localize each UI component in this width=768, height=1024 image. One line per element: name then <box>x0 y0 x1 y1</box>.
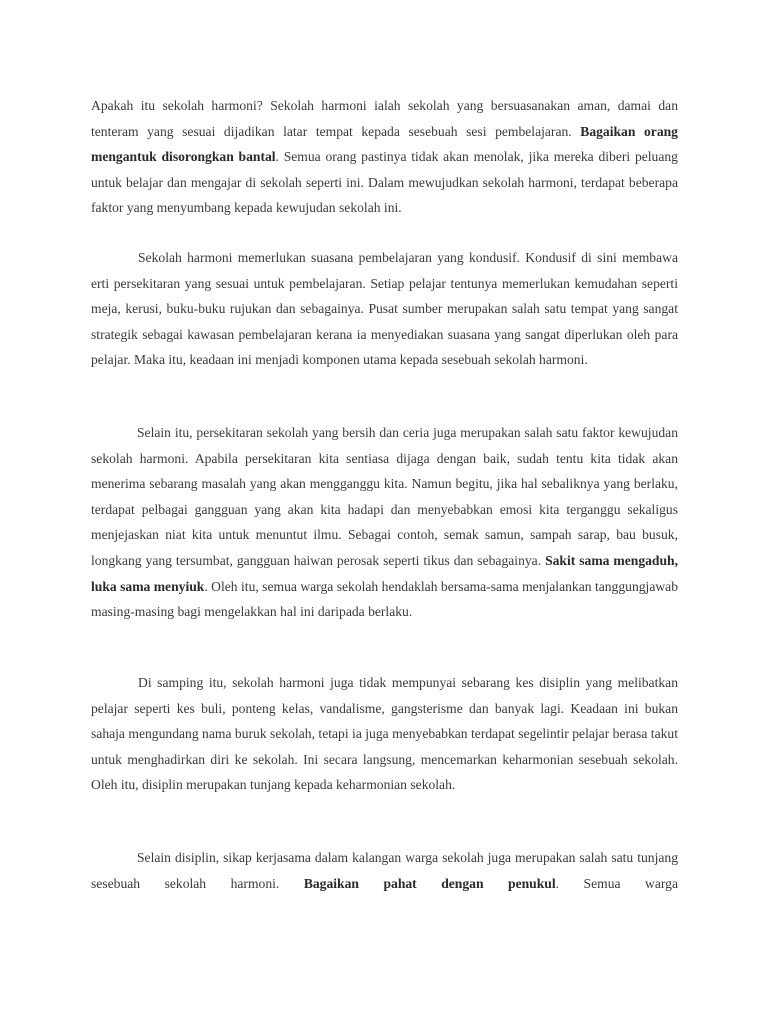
paragraph-5-text-1: Selain disiplin, sikap kerjasama dalam kalangan warga sekolah juga merupakan salah satu tunjang sesebuah sekolah harmoni. <box>91 850 678 891</box>
paragraph-4 <box>91 670 678 798</box>
paragraph-2-text-1: Sekolah harmoni memerlukan suasana pembelajaran yang kondusif. Kondusif di sini membawa erti persekitaran yang sesuai untuk pembelajaran. Setiap pelajar tentunya memerlukan kemudahan seperti meja, kerusi, buku-buku rujukan dan sebagainya. Pusat sumber merupakan salah satu tempat yang sangat strategik sebagai kawasan pembelajaran kerana ia menyediakan suasana yang sangat diperlukan oleh para pelajar. Maka itu, keadaan ini menjadi komponen utama kepada sesebuah sekolah harmoni. <box>91 250 678 368</box>
paragraph-3-text-1: Selain itu, persekitaran sekolah yang bersih dan ceria juga merupakan salah satu faktor kewujudan sekolah harmoni. Apabila persekitaran kita sentiasa dijaga dengan baik, sudah tentu kita tidak akan menerima sebarang masalah yang akan mengganggu kita. Namun begitu, jika hal sebaliknya yang berlaku, terdapat pelbagai gangguan yang akan kita hadapi dan menyebabkan emosi kita terganggu sekaligus menjejaskan niat kita untuk menuntut ilmu. Sebagai contoh, semak samun, sampah sarap, bau busuk, longkang yang tersumbat, gangguan haiwan perosak seperti tikus dan sebagainya. <box>91 425 678 568</box>
paragraph-2 <box>91 245 678 373</box>
paragraph-3-proverb: Sakit sama mengaduh, luka sama menyiuk <box>91 552 678 594</box>
paragraph-1-proverb: Bagaikan orang mengantuk disorongkan bantal <box>91 123 678 165</box>
paragraph-1-text-1: Apakah itu sekolah harmoni? Sekolah harmoni ialah sekolah yang bersuasanakan aman, damai dan tenteram yang sesuai dijadikan latar tempat kepada sesebuah sesi pembelajaran. <box>91 98 678 139</box>
paragraph-5 <box>91 845 678 896</box>
paragraph-3 <box>91 420 678 625</box>
paragraph-1 <box>91 93 678 221</box>
paragraph-4-text-1: Di samping itu, sekolah harmoni juga tidak mempunyai sebarang kes disiplin yang melibatkan pelajar seperti kes buli, ponteng kelas, vandalisme, gangsterisme dan banyak lagi. Keadaan ini bukan sahaja mengundang nama buruk sekolah, tetapi ia juga menyebabkan terdapat segelintir pelajar berasa takut untuk menghadirkan diri ke sekolah. Ini secara langsung, mencemarkan keharmonian sesebuah sekolah. Oleh itu, disiplin merupakan tunjang kepada keharmonian sekolah. <box>91 675 678 793</box>
paragraph-5-text-2: . Semua warga <box>555 875 679 891</box>
paragraph-5-proverb: Bagaikan pahat dengan penukul <box>303 875 556 891</box>
paragraph-3-text-2: . Oleh itu, semua warga sekolah hendaklah bersama-sama menjalankan tanggungjawab masing-masing bagi mengelakkan hal ini daripada berlaku. <box>91 578 679 620</box>
paragraph-1-text-2: . Semua orang pastinya tidak akan menolak, jika mereka diberi peluang untuk belajar dan mengajar di sekolah seperti ini. Dalam mewujudkan sekolah harmoni, terdapat beberapa faktor yang menyumbang kepada kewujudan sekolah ini. <box>91 149 678 216</box>
